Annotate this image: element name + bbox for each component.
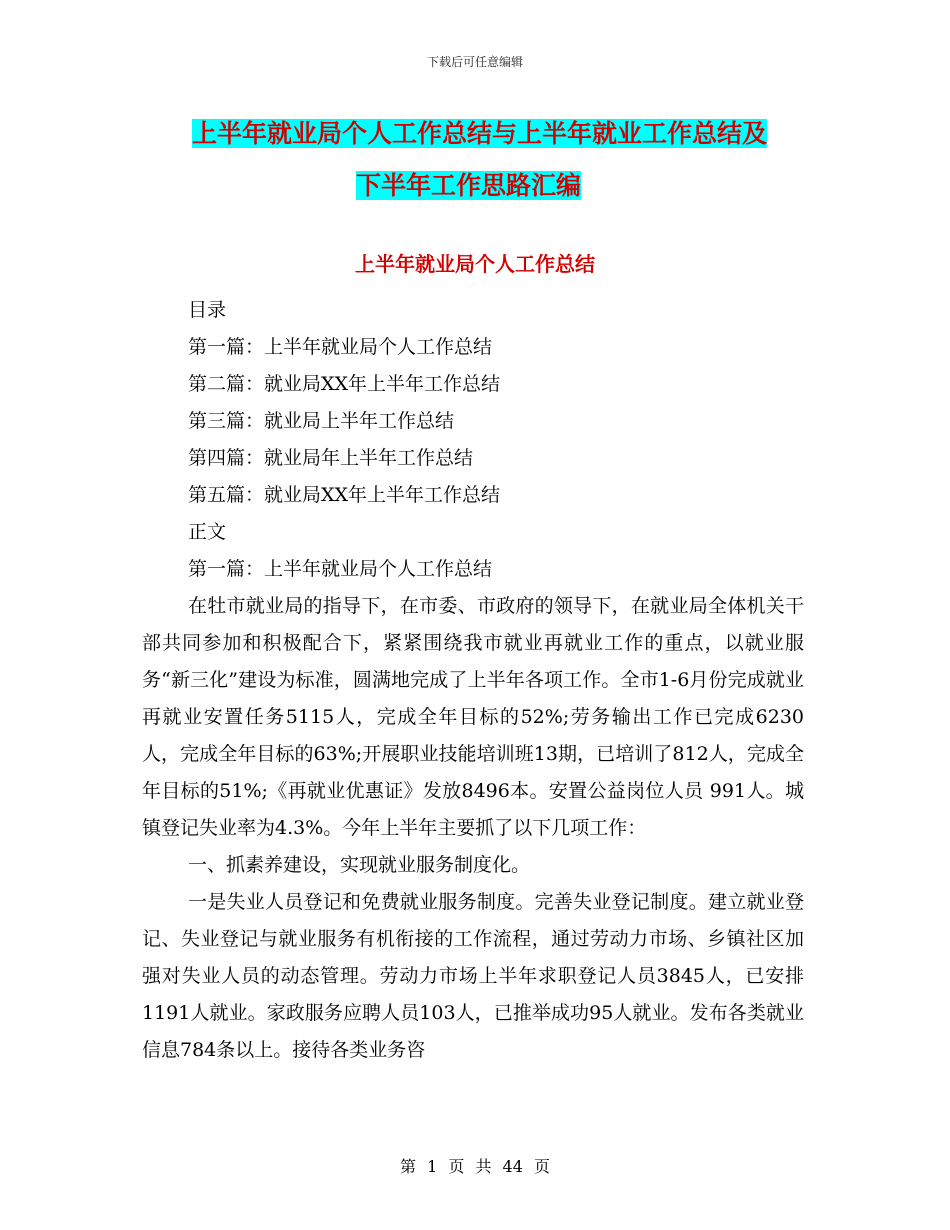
chapter-heading: 第一篇：上半年就业局个人工作总结 [188, 558, 493, 580]
title-line-2: 下半年工作思路汇编 [356, 171, 582, 200]
toc-item: 第五篇：就业局XX年上半年工作总结 [188, 484, 501, 506]
title-line-1: 上半年就业局个人工作总结与上半年就业工作总结及 [192, 119, 768, 148]
document-title [192, 108, 812, 212]
table-of-contents [188, 292, 500, 588]
toc-item: 第四篇：就业局年上半年工作总结 [188, 447, 474, 469]
header-note: 下载后可任意编辑 [426, 55, 523, 69]
body-label: 正文 [188, 521, 227, 543]
section-title: 上半年就业局个人工作总结 [355, 252, 595, 276]
paragraph: 一、抓素养建设，实现就业服务制度化。 [188, 854, 531, 876]
toc-item: 第三篇：就业局上半年工作总结 [188, 410, 455, 432]
page-footer: 第 1 页 共 44 页 [400, 1157, 550, 1176]
body-text [142, 588, 804, 1069]
toc-item: 第二篇：就业局XX年上半年工作总结 [188, 373, 501, 395]
toc-heading: 目录 [188, 299, 227, 321]
paragraph: 在牡市就业局的指导下，在市委、市政府的领导下，在就业局全体机关干部共同参加和积极配合下，紧紧围绕我市就业再就业工作的重点，以就业服务“新三化”建设为标准，圆满地完成了上半年各项工作。全市1-6月份完成就业再就业安置任务5115人，完成全年目标的52%;劳务输出工作已完成6230 人，完成全年目标的63%;开展职业技能培训班13期，已培训了812人，完成全年目标的51%;《再就业优惠证》发放8496本。安置公益岗位人员 991人。城镇登记失业率为4.3%。今年上半年主要抓了以下几项工作： [142, 595, 804, 839]
toc-item: 第一篇：上半年就业局个人工作总结 [188, 336, 493, 358]
paragraph: 一是失业人员登记和免费就业服务制度。完善失业登记制度。建立就业登记、失业登记与就业服务有机衔接的工作流程，通过劳动力市场、乡镇社区加强对失业人员的动态管理。劳动力市场上半年求职登记人员3845人，已安排1191人就业。家政服务应聘人员103人，已推举成功95人就业。发布各类就业信息784条以上。接待各类业务咨 [142, 891, 804, 1061]
